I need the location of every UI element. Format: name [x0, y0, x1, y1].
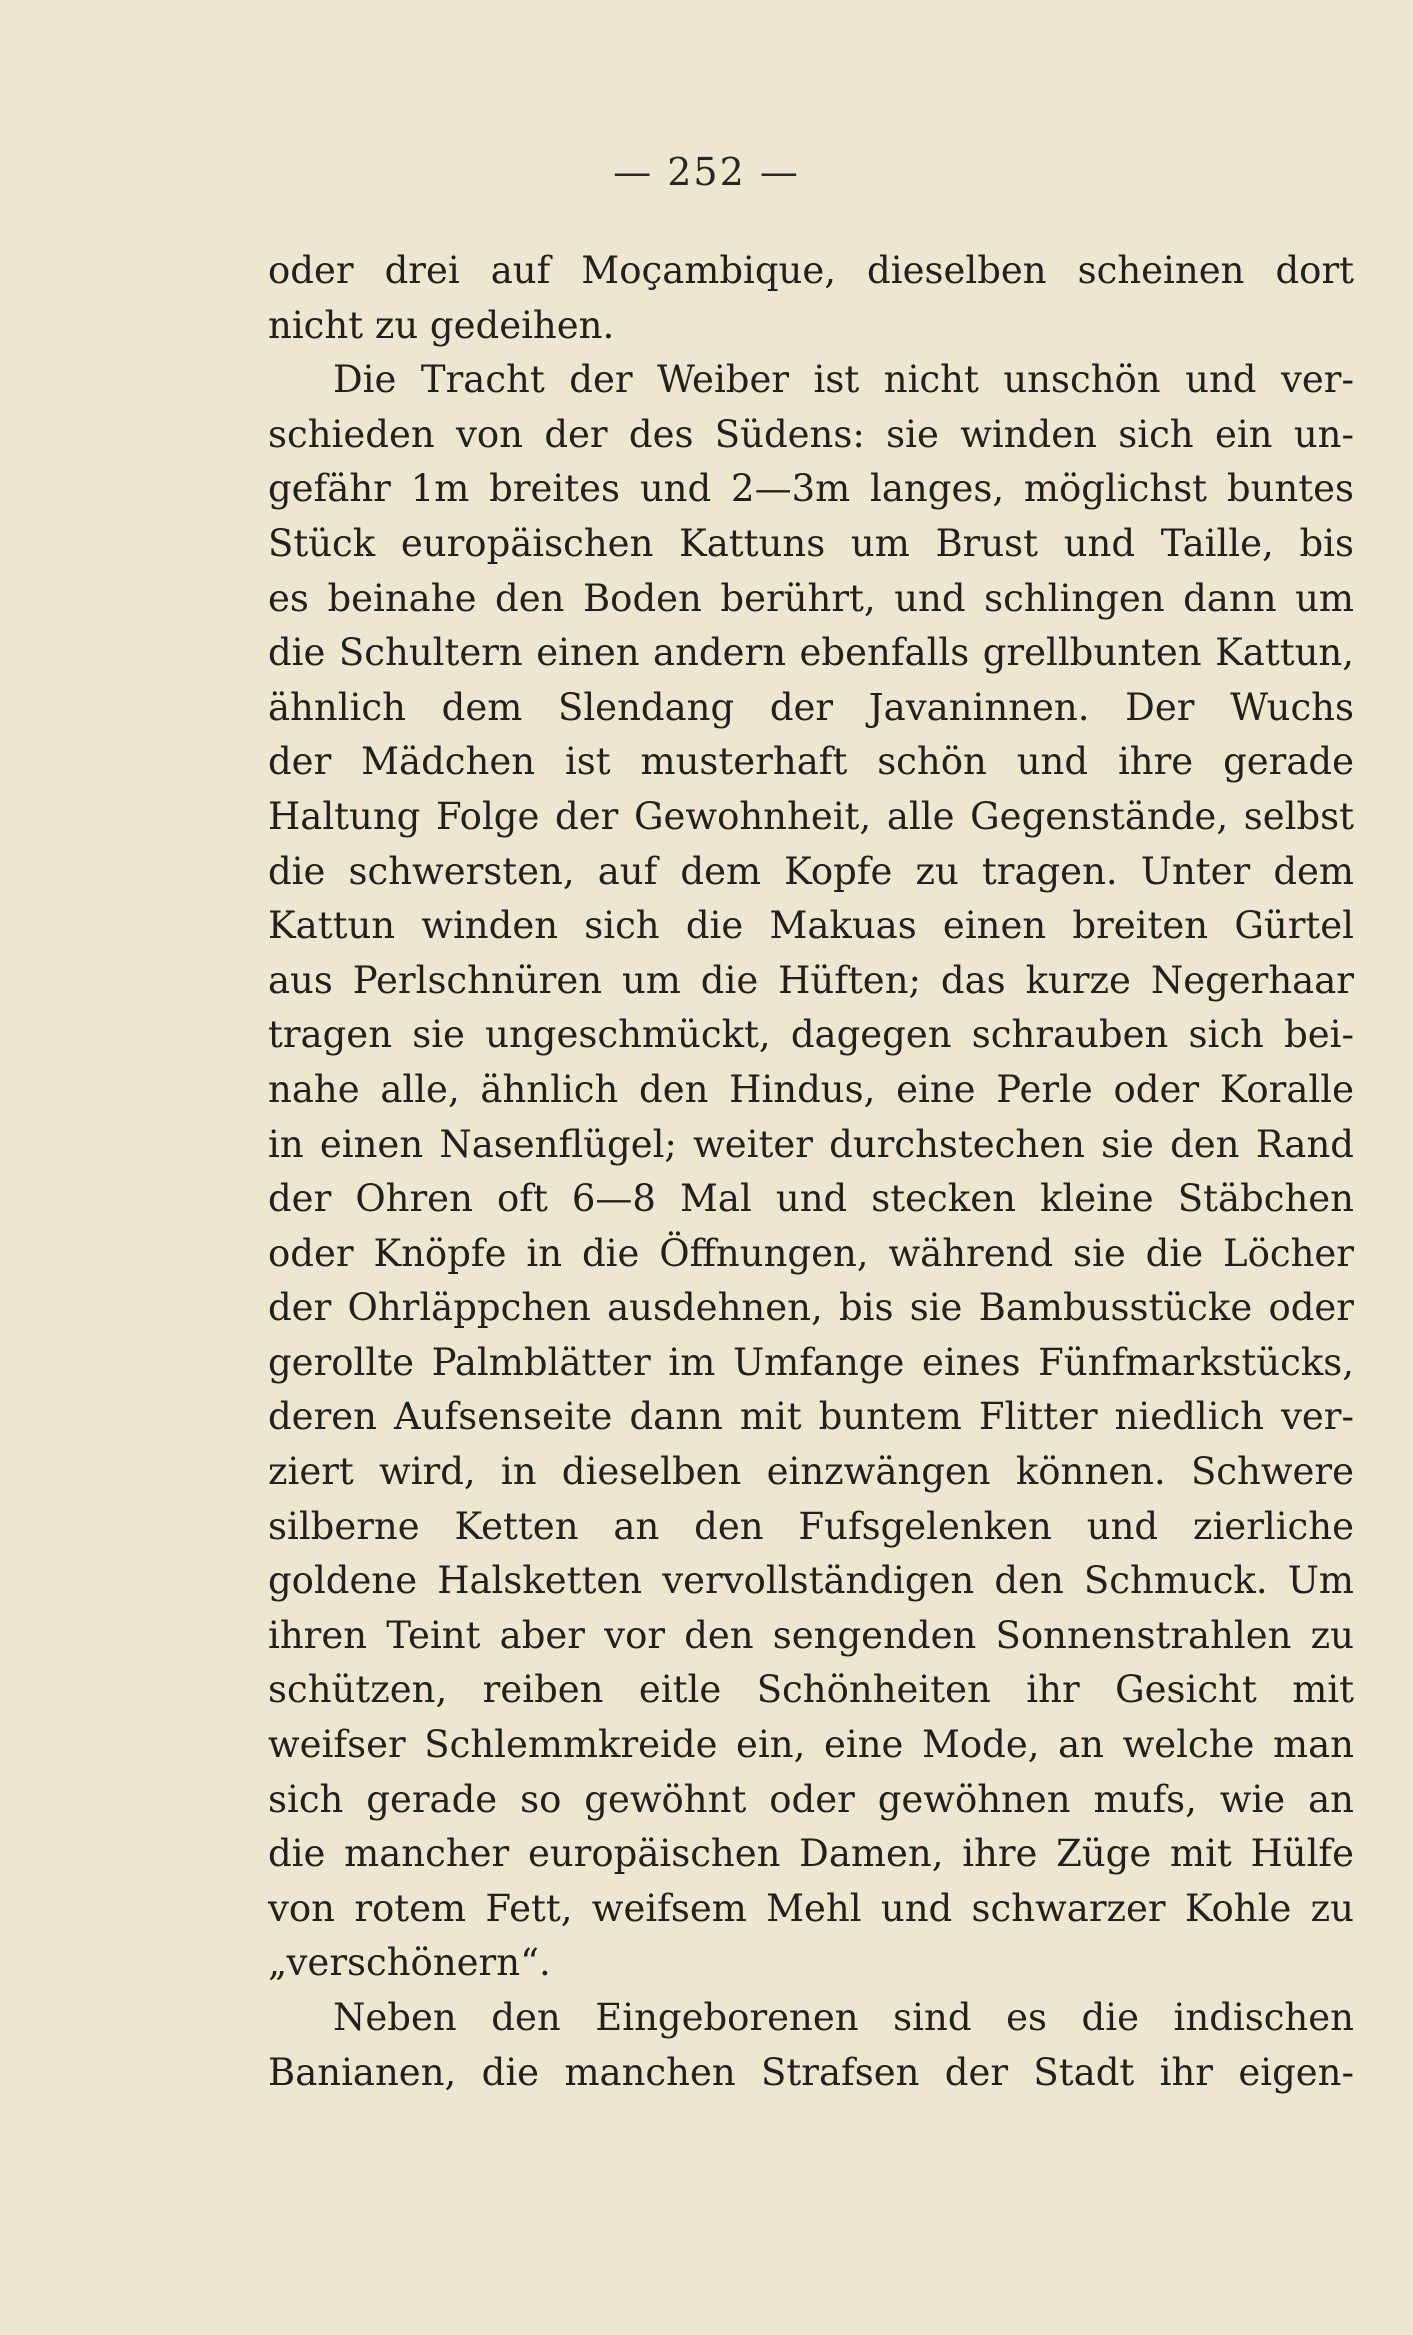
- text-line: Stück europäischen Kattuns um Brust und Taille, bis: [268, 521, 1354, 565]
- text-line: deren Aufsenseite dann mit buntem Flitter niedlich ver-: [268, 1395, 1354, 1439]
- text-line: oder drei auf Moçambique, dieselben scheinen dort: [268, 249, 1354, 292]
- text-line: weifser Schlemmkreide ein, eine Mode, an welche man: [268, 1723, 1354, 1767]
- text-line: Die Tracht der Weiber ist nicht unschön und ver-: [333, 358, 1354, 402]
- text-line: der Ohrläppchen ausdehnen, bis sie Bambusstücke oder: [268, 1286, 1354, 1330]
- text-line: ähnlich dem Slendang der Javaninnen. Der Wuchs: [268, 685, 1354, 729]
- text-line: der Mädchen ist musterhaft schön und ihre gerade: [268, 740, 1354, 784]
- text-line: nahe alle, ähnlich den Hindus, eine Perle oder Koralle: [268, 1067, 1354, 1111]
- text-line: silberne Ketten an den Fufsgelenken und zierliche: [268, 1504, 1354, 1548]
- text-line: Banianen, die manchen Strafsen der Stadt ihr eigen-: [268, 2050, 1354, 2094]
- text-line: ziert wird, in dieselben einzwängen können. Schwere: [268, 1450, 1354, 1494]
- page-number: — 252 —: [613, 150, 800, 194]
- text-line: Haltung Folge der Gewohnheit, alle Gegenstände, selbst: [268, 794, 1354, 838]
- text-line: in einen Nasenflügel; weiter durchstechen sie den Rand: [268, 1122, 1354, 1166]
- text-line: die Schultern einen andern ebenfalls grellbunten Kattun,: [268, 631, 1354, 675]
- text-line: die mancher europäischen Damen, ihre Züge mit Hülfe: [268, 1832, 1354, 1876]
- text-line: schützen, reiben eitle Schönheiten ihr Gesicht mit: [268, 1668, 1354, 1712]
- text-line: Neben den Eingeborenen sind es die indischen: [333, 1996, 1354, 2039]
- text-line: es beinahe den Boden berührt, und schlingen dann um: [268, 576, 1354, 620]
- text-line: Kattun winden sich die Makuas einen breiten Gürtel: [268, 904, 1354, 948]
- text-line: ihren Teint aber vor den sengenden Sonnenstrahlen zu: [268, 1613, 1354, 1657]
- text-line: nicht zu gedeihen.: [268, 303, 615, 347]
- text-line: aus Perlschnüren um die Hüften; das kurze Negerhaar: [268, 958, 1354, 1002]
- text-line: tragen sie ungeschmückt, dagegen schrauben sich bei-: [268, 1013, 1354, 1057]
- text-line: die schwersten, auf dem Kopfe zu tragen. Unter dem: [268, 849, 1354, 893]
- text-line: der Ohren oft 6—8 Mal und stecken kleine Stäbchen: [268, 1177, 1354, 1221]
- text-line: „verschönern“.: [268, 1941, 551, 1985]
- text-line: sich gerade so gewöhnt oder gewöhnen mufs, wie an: [268, 1777, 1354, 1821]
- text-line: goldene Halsketten vervollständigen den Schmuck. Um: [268, 1559, 1354, 1603]
- text-line: gefähr 1m breites und 2—3m langes, möglichst buntes: [268, 467, 1354, 511]
- text-line: schieden von der des Südens: sie winden sich ein un-: [268, 412, 1354, 456]
- text-line: gerollte Palmblätter im Umfange eines Fünfmarkstücks,: [268, 1340, 1354, 1384]
- body-text: [268, 244, 1354, 2100]
- text-line: oder Knöpfe in die Öffnungen, während sie die Löcher: [268, 1231, 1354, 1275]
- text-line: von rotem Fett, weifsem Mehl und schwarzer Kohle zu: [268, 1886, 1354, 1930]
